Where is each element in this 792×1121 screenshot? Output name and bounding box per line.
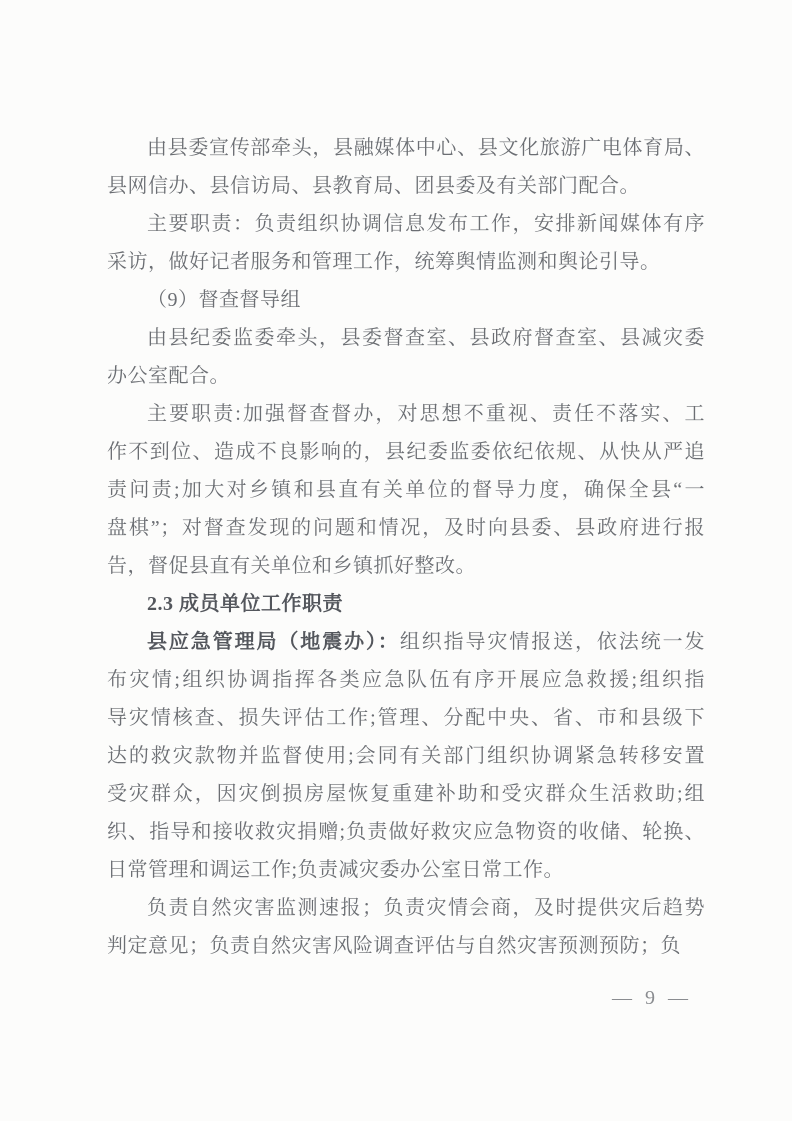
text-run: 日常管理和调运工作;负责减灾委办公室日常工作。 xyxy=(107,859,565,881)
text-run: 组织指导灾情报送，依法统一发 xyxy=(399,631,706,653)
document-line xyxy=(107,889,705,927)
document-line xyxy=(107,395,705,433)
text-run: 织、指导和接收救灾捐赠;负责做好救灾应急物资的收储、轮换、 xyxy=(107,821,705,843)
text-run: 县网信办、县信访局、县教育局、团县委及有关部门配合。 xyxy=(107,175,640,197)
document-line xyxy=(107,661,705,699)
text-run: 判定意见；负责自然灾害风险调查评估与自然灾害预测预防；负 xyxy=(107,935,681,957)
document-line xyxy=(107,319,705,357)
text-run: 布灾情;组织协调指挥各类应急队伍有序开展应急救援;组织指 xyxy=(107,669,705,691)
text-run: 作不到位、造成不良影响的，县纪委监委依纪依规、从快从严追 xyxy=(107,441,705,463)
document-line xyxy=(107,737,705,775)
document-line xyxy=(107,547,705,585)
text-run: 由县委宣传部牵头，县融媒体中心、县文化旅游广电体育局、 xyxy=(147,137,705,159)
text-run: 责问责;加大对乡镇和县直有关单位的督导力度，确保全县“一 xyxy=(107,479,705,501)
document-line xyxy=(107,167,705,205)
text-run: 盘棋”；对督查发现的问题和情况，及时向县委、县政府进行报 xyxy=(107,517,705,539)
bold-run: 2.3 成员单位工作职责 xyxy=(147,593,343,615)
text-run: 负责自然灾害监测速报；负责灾情会商，及时提供灾后趋势 xyxy=(147,897,705,919)
document-line xyxy=(107,243,705,281)
section-heading xyxy=(107,585,705,623)
document-line xyxy=(107,205,705,243)
document-line xyxy=(107,433,705,471)
text-run: 办公室配合。 xyxy=(107,365,230,387)
bold-run: 县应急管理局（地震办）： xyxy=(147,631,400,653)
text-run: 达的救灾款物并监督使用;会同有关部门组织协调紧急转移安置 xyxy=(107,745,705,767)
page-number: — 9 — xyxy=(612,987,692,1009)
text-run: （9）督查督导组 xyxy=(147,289,301,311)
document-line xyxy=(107,851,705,889)
document-line xyxy=(107,775,705,813)
document-line xyxy=(107,623,705,661)
document-line xyxy=(107,129,705,167)
document-line xyxy=(107,509,705,547)
document-line xyxy=(107,471,705,509)
document-content xyxy=(107,129,705,965)
text-run: 导灾情核查、损失评估工作;管理、分配中央、省、市和县级下 xyxy=(107,707,705,729)
document-line xyxy=(107,699,705,737)
document-line xyxy=(107,927,705,965)
document-line xyxy=(107,357,705,395)
text-run: 告，督促县直有关单位和乡镇抓好整改。 xyxy=(107,555,476,577)
text-run: 由县纪委监委牵头，县委督查室、县政府督查室、县减灾委 xyxy=(147,327,705,349)
text-run: 采访，做好记者服务和管理工作，统筹舆情监测和舆论引导。 xyxy=(107,251,661,273)
text-run: 主要职责：负责组织协调信息发布工作，安排新闻媒体有序 xyxy=(147,213,705,235)
text-run: 受灾群众，因灾倒损房屋恢复重建补助和受灾群众生活救助;组 xyxy=(107,783,705,805)
document-line xyxy=(107,813,705,851)
document-line xyxy=(107,281,705,319)
text-run: 主要职责:加强督查督办，对思想不重视、责任不落实、工 xyxy=(147,403,705,425)
